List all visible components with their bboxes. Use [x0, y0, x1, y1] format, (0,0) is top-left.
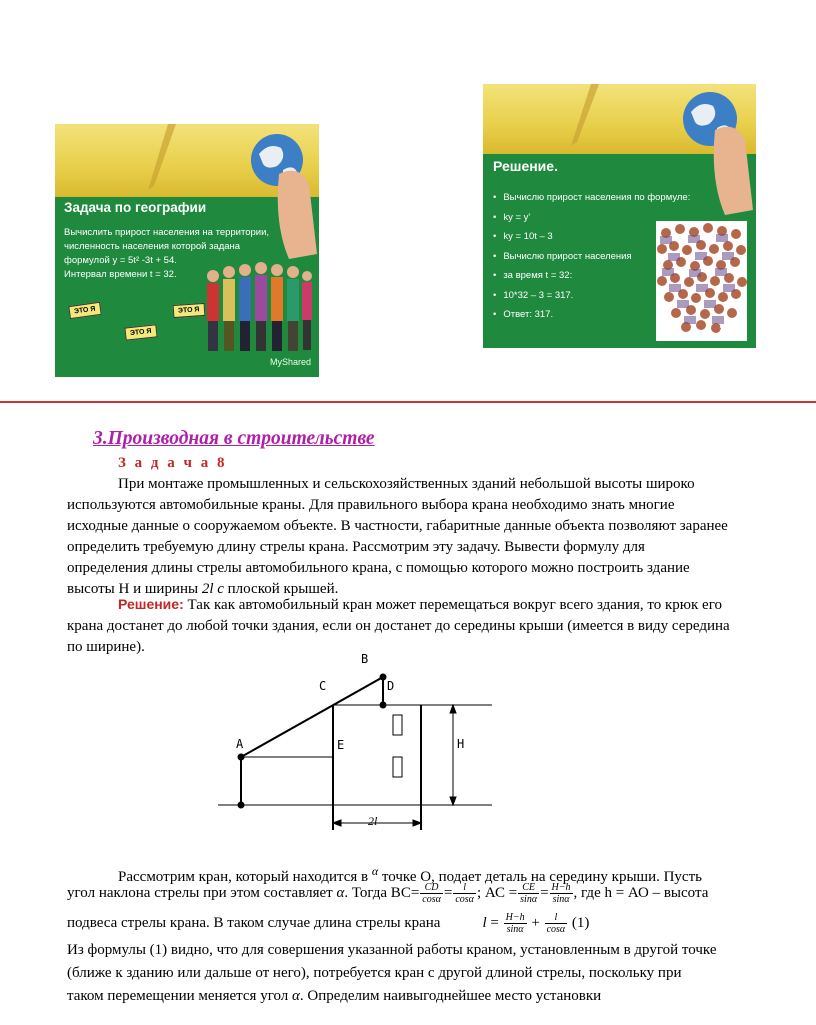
- pen-icon: [140, 124, 180, 194]
- solution-label: Решение:: [118, 596, 184, 612]
- brand-watermark: Shared: [719, 324, 745, 333]
- list-item: • за время t = 32:: [493, 266, 690, 286]
- explanation-line: угол наклона стрелы при этом составляет α. Тогда ВС= $\frac{CD}{\cos\alpha}$ = $\frac{l}{\cos\alpha}$ ; АС = $\frac{CE}{\sin\alpha}$ = $\frac{H-h}{\sin\alpha}$ , где h = АО – высота: [67, 882, 709, 905]
- brand-watermark: MyShared: [269, 357, 311, 367]
- fraction: $\frac{CD}{\cos\alpha}$: [422, 882, 441, 905]
- section-divider: [0, 401, 816, 403]
- slide-title: Решение.: [493, 158, 558, 174]
- label-e: E: [337, 738, 345, 752]
- list-item: • Вычислю прирост населения по формуле:: [493, 188, 690, 208]
- list-item: • ky = y': [493, 208, 690, 228]
- fraction: $\frac{CE}{\sin\alpha}$: [520, 882, 538, 905]
- list-item: • 10*32 – 3 = 317.: [493, 286, 690, 306]
- list-item: • Ответ: 317.: [493, 305, 690, 325]
- label-a: A: [236, 737, 244, 751]
- list-item: • ky = 10t – 3: [493, 227, 690, 247]
- geography-task-slide: [55, 124, 319, 377]
- solution-paragraph: Решение: Так как автомобильный кран может перемещаться вокруг всего здания, то крюк его крана достанет до любой точки здания, если он достанет до середины крыши (имеется в виду середина по ширине).: [67, 596, 730, 655]
- pen-icon: [563, 84, 603, 148]
- label-c: C: [319, 679, 327, 693]
- fraction: $\frac{l}{\cos\alpha}$: [455, 882, 474, 905]
- crowd-photo: [656, 221, 747, 341]
- label-h: H: [457, 737, 465, 751]
- explanation-line: Из формулы (1) видно, что для совершения указанной работы краном, установленным в другой точке: [67, 942, 717, 958]
- list-item: • Вычислю прирост населения: [493, 247, 690, 267]
- sign-this-is-me: ЭТО Я: [124, 324, 157, 340]
- fraction: $\frac{l}{\cos\alpha}$: [546, 912, 566, 935]
- fraction: $\frac{H-h}{\sin\alpha}$: [551, 882, 571, 905]
- sign-this-is-me: ЭТО Я: [173, 303, 205, 318]
- fraction: $\frac{H-h}{\sin\alpha}$: [505, 912, 525, 935]
- alpha-symbol: α: [371, 864, 379, 878]
- hand-icon: [705, 120, 755, 220]
- people-group-illustration: [203, 256, 315, 356]
- explanation-line: (ближе к зданию или дальше от него), потребуется кран с другой длиной стрелы, поскольку при: [67, 965, 682, 981]
- explanation-line: Рассмотрим кран, который находится в $^\alpha$ точке О, подает деталь на середину крыши. Пусть: [118, 864, 702, 885]
- slide-title: Задача по географии: [64, 200, 207, 215]
- explanation-line: подвеса стрелы крана. В таком случае длина стрелы крана l = $\frac{H-h}{\sin\alpha}$ + $\frac{l}{\cos\alpha}$ (1): [67, 912, 590, 935]
- slide-task-text: Вычислить прирост населения на территории, численность населения которой задана формулой y = 5t² -3t + 54. Интервал времени t = 32.: [64, 227, 270, 280]
- explanation-line: таком перемещении меняется угол α. Определим наивыгоднейшее место установки: [67, 988, 602, 1004]
- solution-slide: [483, 84, 756, 348]
- sign-this-is-me: ЭТО Я: [68, 302, 101, 319]
- label-width: 2l: [368, 814, 378, 828]
- label-d: D: [387, 679, 395, 693]
- crane-diagram: [200, 645, 500, 845]
- label-b: B: [361, 652, 369, 666]
- section-title: 3.Производная в строительстве: [93, 428, 375, 449]
- problem-paragraph: При монтаже промышленных и сельскохозяйственных зданий небольшой высоты широко используются автомобильные краны. Для правильного выбора крана необходимо знать многие исходные данные о сооружаемом объекте. В частности, габаритные данные объекта позволяют заранее определить требуемую длину стрелы крана. Рассмотрим эту задачу. Вывести формулу для определения длины стрелы автомобильного крана, с помощью которого можно построить здание высоты Н и ширины 2l с плоской крышей.: [67, 476, 728, 597]
- task-label: З а д а ч а 8: [118, 455, 227, 471]
- crowd-illustration: [656, 221, 747, 341]
